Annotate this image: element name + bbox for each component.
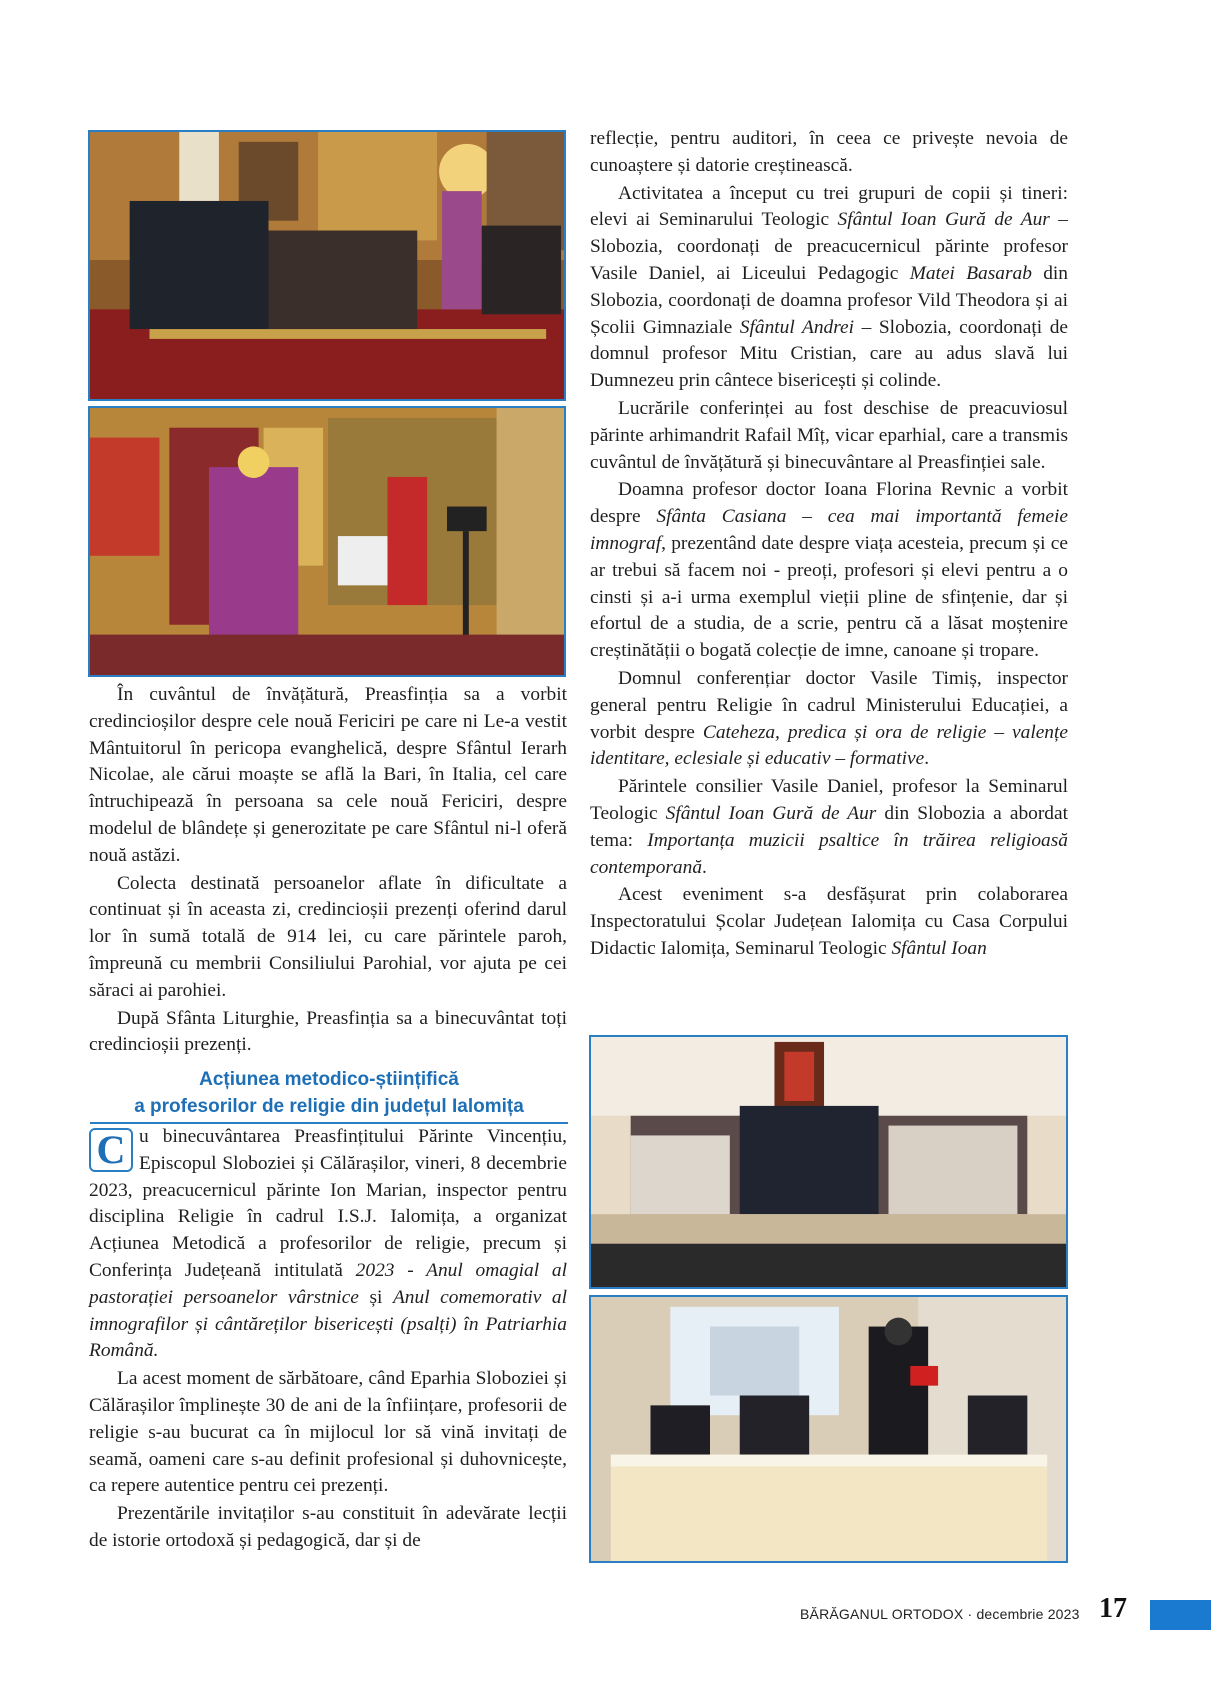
page-number: 17 xyxy=(1099,1593,1127,1624)
paragraph: Activitatea a început cu trei grupuri de copii și tineri: elevi ai Seminarului Teologic Sfântul Ioan Gură de Aur – Slobozia, coordonați de preacucernicul părinte profesor Vasile Daniel, ai Liceului Pedagogic Matei Basarab din Slobozia, coordonați de doamna profesor Vild Theodora și ai Școlii Gimnaziale Sfântul Andrei – Slobozia, coordonați de domnul profesor Mitu Cristian, care au adus slavă lui Dumnezeu prin cântece bisericești și colinde. xyxy=(590,182,1068,392)
section-heading-line-1: Acțiunea metodico-științifică xyxy=(199,1069,459,1090)
paragraph: reflecție, pentru auditori, în ceea ce privește nevoia de cunoaștere și datorie creștinească. xyxy=(590,128,1068,176)
photo-choir-performance xyxy=(589,1035,1068,1289)
publication-footer: BĂRĂGANUL ORTODOX · decembrie 2023 xyxy=(800,1606,1080,1622)
paragraph: În cuvântul de învățătură, Preasfinția sa a vorbit credincioșilor despre cele nouă Fericiri pe care ni Le-a vestit Mântuitorul în pericopa evanghelică, despre Sfântul Ierarh Nicolae, ale cărui moaște se află la Bari, în Italia, cel care întruchipează în persoana sa cele nouă Fericiri, despre modelul de blândețe și generozitate pe care Sfântul ni-l oferă nouă astăzi. xyxy=(89,684,567,866)
photo-conference-panel xyxy=(589,1295,1068,1563)
left-column-top-text xyxy=(89,682,567,1059)
section-heading xyxy=(90,1066,568,1124)
paragraph: Doamna profesor doctor Ioana Florina Revnic a vorbit despre Sfânta Casiana – cea mai importantă femeie imnograf, prezentând date despre viața acesteia, precum și ce ar trebui să facem noi - preoți, profesori și elevi pentru a o cinsti și a-i urma exemplul vieții pline de sfințenie, dar și efortul de a studia, de a scrie, pentru că a lăsat moștenire creștinătății o bogată colecție de imne, canoane și tropare. xyxy=(590,479,1068,662)
section-heading-line-2: a profesorilor de religie din județul Ialomița xyxy=(134,1096,524,1117)
paragraph: Părintele consilier Vasile Daniel, profesor la Seminarul Teologic Sfântul Ioan Gură de Aur din Slobozia a abordat tema: Importanța muzicii psaltice în trăirea religioasă contemporană. xyxy=(590,776,1068,878)
photo-church-interior xyxy=(88,130,566,401)
paragraph: La acest moment de sărbătoare, când Eparhia Sloboziei și Călărașilor împlinește 30 de ani de la înființare, profesorii de religie s-au bucurat ca în mijlocul lor să vină invitați de seamă, oameni care s-au definit profesional și duhovnicește, ca repere autentice pentru cei prezenți. xyxy=(89,1368,567,1497)
paragraph: Prezentările invitaților s-au constituit în adevărate lecții de istorie ortodoxă și pedagogică, dar și de xyxy=(89,1503,567,1551)
paragraph: Acest eveniment s-a desfășurat prin colaborarea Inspectoratului Școlar Județean Ialomița cu Casa Corpului Didactic Ialomița, Seminarul Teologic Sfântul Ioan xyxy=(590,884,1068,959)
paragraph: După Sfânta Liturghie, Preasfinția sa a binecuvântat toți credincioșii prezenți. xyxy=(89,1007,567,1056)
left-column-article-text xyxy=(89,1124,567,1555)
article-first-paragraph: C u binecuvântarea Preasfințitului Părinte Vincențiu, Episcopul Sloboziei și Călărașilor, vineri, 8 decembrie 2023, preacucernicul părinte Ion Marian, inspector pentru disciplina Religie în cadrul I.S.J. Ialomița, a organizat Acțiunea Metodică a profesorilor de religie, precum și Conferința Județeană intitulată 2023 - Anul omagial al pastorației persoanelor vârstnice și Anul comemorativ al imnografilor și cântăreților bisericești (psalți) în Patriarhia Română. xyxy=(89,1126,567,1362)
photo-bishop-preaching xyxy=(88,406,566,677)
dropcap-letter: C xyxy=(89,1128,133,1172)
paragraph: Domnul conferențiar doctor Vasile Timiș, inspector general pentru Religie în cadrul Ministerului Educației, a vorbit despre Cateheza, predica și ora de religie – valențe identitare, eclesiale și educativ – formative. xyxy=(590,667,1068,770)
right-column-text xyxy=(590,126,1068,963)
paragraph: Colecta destinată persoanelor aflate în dificultate a continuat și în aceasta zi, credincioșii prezenți oferind darul lor în sumă totală de 914 lei, cu care părintele paroh, împreună cu membrii Consiliului Parohial, vor ajuta pe cei săraci ai parohiei. xyxy=(89,872,567,1001)
paragraph: Lucrările conferinței au fost deschise de preacuviosul părinte arhimandrit Rafail Mîț, vicar eparhial, care a transmis cuvântul de învățătură și binecuvântare al Preasfinției sale. xyxy=(590,397,1068,473)
page-tab-accent xyxy=(1150,1600,1211,1630)
